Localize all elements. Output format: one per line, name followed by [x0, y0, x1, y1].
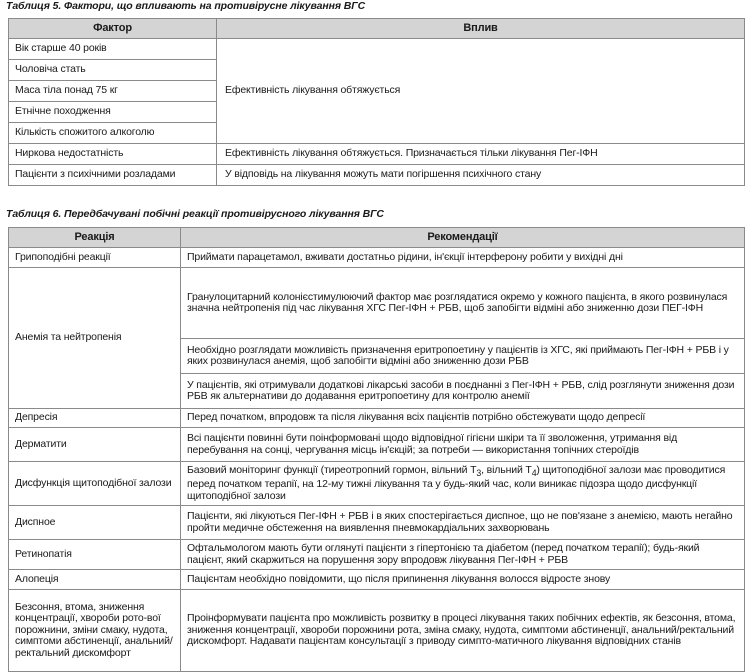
table-row [9, 39, 745, 60]
thyroid-text-b: , вільний Т [481, 463, 532, 476]
column-header-factor: Фактор [9, 19, 217, 39]
recommendation-cell: Всі пацієнти повинні бути поінформовані щодо відповідної гігієни шкіри та її зволоження, утримання від перебування на сонці, чергування місць ін'єкцій; за потреби — використання топічних стероїдів [181, 428, 745, 462]
recommendation-cell: Приймати парацетамол, вживати достатньо рідини, ін'єкції інтерферону робити у вихідні дні [181, 248, 745, 268]
recommendation-cell: Необхідно розглядати можливість призначення еритропоетину у пацієнтів із ХГС, які приймають Пег-ІФН + РБВ і у яких розвинулася анемія, щоб запобігти відміні або зниженню дози РБВ [181, 339, 745, 374]
effect-cell: У відповідь на лікування можуть мати погіршення психічного стану [217, 165, 745, 186]
table-row [9, 506, 745, 540]
table-row [9, 462, 745, 506]
factors-table [8, 18, 745, 186]
reaction-cell: Ретинопатія [9, 540, 181, 570]
reaction-cell: Анемія та нейтропенія [9, 268, 181, 409]
recommendation-cell: Офтальмологом мають бути оглянуті пацієнти з гіпертонією та діабетом (перед початком терапії); будь-який пацієнт, який скаржиться на порушення зору впродовж лікування Пег-ІФН + РБВ [181, 540, 745, 570]
recommendation-cell [181, 462, 745, 506]
reaction-cell: Дисфункція щитоподібної залози [9, 462, 181, 506]
recommendation-cell: Пацієнти, які лікуються Пег-ІФН + РБВ і в яких спостерігається диспное, що не пов'язане з анемією, мають негайно пройти медичне обстеження на виявлення пневмокардіальних захворювань [181, 506, 745, 540]
thyroid-text-a: Базовий моніторинг функції (тиреотропний гормон, вільний Т [187, 463, 477, 476]
column-header-effect: Вплив [217, 19, 745, 39]
table5-caption: Таблиця 5. Фактори, що впливають на противірусне лікування ВГС [6, 0, 366, 12]
column-header-reaction: Реакція [9, 228, 181, 248]
table-row [9, 428, 745, 462]
factor-cell: Ниркова недостатність [9, 144, 217, 165]
table-row [9, 144, 745, 165]
reaction-cell: Безсоння, втома, зниження концентрації, хвороби рото-вої порожнини, зміни смаку, нудота, симптоми абстиненції, анальний/ректальний дискомфорт [9, 590, 181, 672]
reaction-cell: Алопеція [9, 570, 181, 590]
recommendation-cell: Перед початком, впродовж та після лікування всіх пацієнтів потрібно обстежувати щодо депресії [181, 409, 745, 428]
t4-subscript: 4 [531, 467, 537, 478]
factor-cell: Маса тіла понад 75 кг [9, 81, 217, 102]
table-row [9, 268, 745, 339]
thyroid-text-c: ) щитоподібної залози має проводитися перед початком терапії, на 12-му тижні лікування та у будь-який час, коли виникає підозра щодо дисфункції щитоподібної залози [187, 463, 726, 502]
recommendation-cell: Гранулоцитарний колонієстимулюючий фактор має розглядатися окремо у кожного пацієнта, в якого розвинулася значна нейтропенія під час лікування ХГС Пег-ІФН + РБВ, щоб запобігти відміні або зниженню дози ПЕГ-ІФН [181, 268, 745, 339]
reaction-cell: Грипоподібні реакції [9, 248, 181, 268]
table-header-row [9, 19, 745, 39]
factor-cell: Пацієнти з психічними розладами [9, 165, 217, 186]
table-row [9, 165, 745, 186]
reaction-cell: Диспное [9, 506, 181, 540]
reaction-cell: Депресія [9, 409, 181, 428]
effect-cell: Ефективність лікування обтяжується. Призначається тільки лікування Пег-ІФН [217, 144, 745, 165]
column-header-recommendations: Рекомендації [181, 228, 745, 248]
effect-cell: Ефективність лікування обтяжується [217, 39, 745, 144]
factor-cell: Кількість спожитого алкоголю [9, 123, 217, 144]
table6-caption: Таблиця 6. Передбачувані побічні реакції противірусного лікування ВГС [6, 208, 384, 220]
table-row [9, 570, 745, 590]
table-header-row [9, 228, 745, 248]
table-row [9, 248, 745, 268]
table-row [9, 540, 745, 570]
side-effects-table [8, 227, 745, 672]
factor-cell: Вік старше 40 років [9, 39, 217, 60]
table-row [9, 409, 745, 428]
table-row [9, 590, 745, 672]
recommendation-cell: Проінформувати пацієнта про можливість розвитку в процесі лікування таких побічних ефектів, як безсоння, втома, зниження концентрації, хвороби порожнини рота, зміна смаку, нудота, симптоми абстиненції, анальний/ректальний дискомфорт. Надавати пацієнтам консультації з приводу симпто-матичного лікування відповідних станів [181, 590, 745, 672]
recommendation-cell: Пацієнтам необхідно повідомити, що після припинення лікування волосся відросте знову [181, 570, 745, 590]
factor-cell: Чоловіча стать [9, 60, 217, 81]
t3-subscript: 3 [476, 467, 482, 478]
reaction-cell: Дерматити [9, 428, 181, 462]
factor-cell: Етнічне походження [9, 102, 217, 123]
recommendation-cell: У пацієнтів, які отримували додаткові лікарські засоби в поєднанні з Пег-ІФН + РБВ, слід розглянути зниження дози РБВ як альтернативи до додавання еритропоетину для контролю анемії [181, 374, 745, 409]
